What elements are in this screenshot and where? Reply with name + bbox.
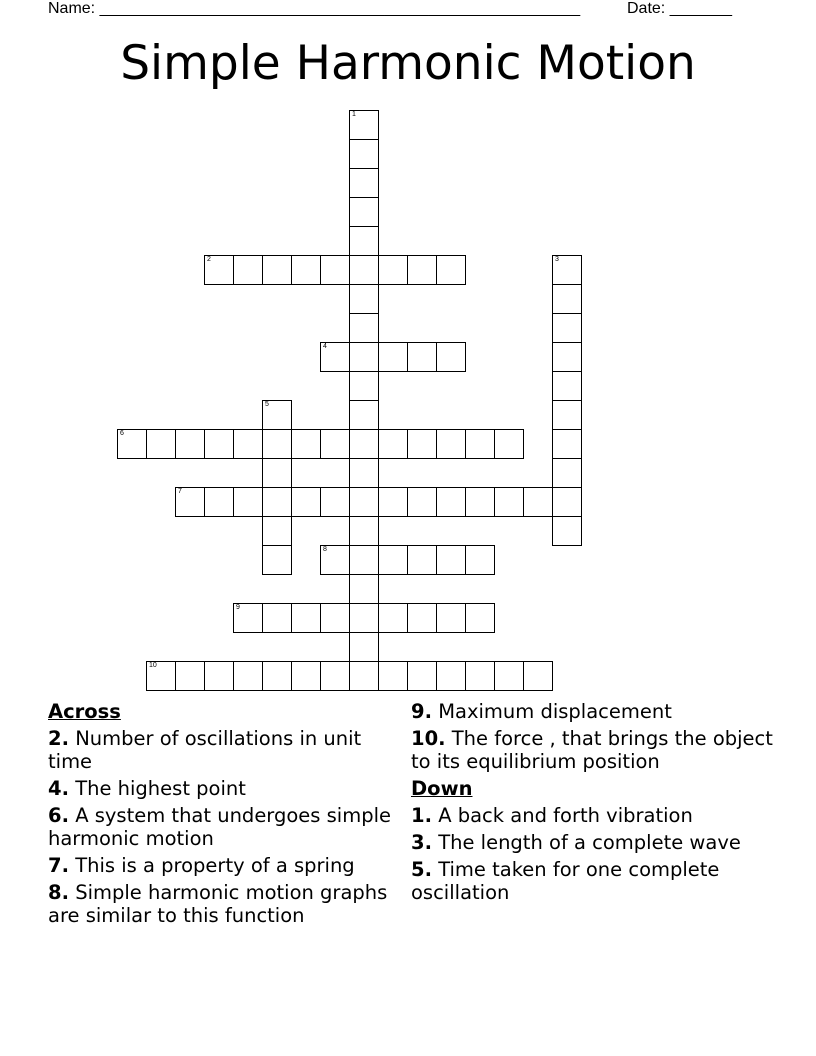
clue-down-3	[411, 831, 781, 854]
clue-number: 4.	[48, 777, 69, 800]
clue-down-5	[411, 858, 781, 904]
grid-cell[interactable]	[465, 429, 495, 459]
grid-cell[interactable]	[146, 661, 176, 691]
clue-text: Maximum displacement	[438, 700, 672, 723]
clue-text: Simple harmonic motion graphs are similar to this function	[48, 881, 388, 927]
grid-cell[interactable]	[320, 342, 350, 372]
name-field[interactable]: Name: ______________________________________________________	[48, 0, 581, 17]
grid-cell[interactable]	[320, 603, 350, 633]
grid-cell[interactable]	[349, 284, 379, 314]
grid-cell[interactable]	[349, 603, 379, 633]
clue-across-6	[48, 804, 408, 850]
grid-cell[interactable]	[320, 255, 350, 285]
grid-cell[interactable]	[146, 429, 176, 459]
cell-number: 5	[265, 401, 269, 408]
grid-cell[interactable]	[552, 400, 582, 430]
grid-cell[interactable]	[349, 516, 379, 546]
grid-cell[interactable]	[436, 661, 466, 691]
grid-cell[interactable]	[262, 400, 292, 430]
clue-number: 9.	[411, 700, 432, 723]
cell-number: 6	[120, 430, 124, 437]
clue-across-10	[411, 727, 781, 773]
grid-cell[interactable]	[465, 487, 495, 517]
grid-cell[interactable]	[233, 603, 263, 633]
grid-cell[interactable]	[233, 487, 263, 517]
clue-text: Number of oscillations in unit time	[48, 727, 362, 773]
clue-number: 3.	[411, 831, 432, 854]
grid-cell[interactable]	[552, 458, 582, 488]
grid-cell[interactable]	[465, 603, 495, 633]
clue-text: This is a property of a spring	[75, 854, 355, 877]
grid-cell[interactable]	[349, 197, 379, 227]
grid-cell[interactable]	[175, 487, 205, 517]
grid-cell[interactable]	[349, 168, 379, 198]
grid-cell[interactable]	[291, 429, 321, 459]
grid-cell[interactable]	[262, 516, 292, 546]
grid-cell[interactable]	[378, 603, 408, 633]
clue-text: A system that undergoes simple harmonic motion	[48, 804, 392, 850]
grid-cell[interactable]	[233, 429, 263, 459]
grid-cell[interactable]	[349, 458, 379, 488]
clue-text: The length of a complete wave	[438, 831, 741, 854]
grid-cell[interactable]	[407, 545, 437, 575]
grid-cell[interactable]	[175, 429, 205, 459]
grid-cell[interactable]	[465, 661, 495, 691]
grid-cell[interactable]	[349, 342, 379, 372]
grid-cell[interactable]	[494, 661, 524, 691]
grid-cell[interactable]	[262, 255, 292, 285]
grid-cell[interactable]	[291, 661, 321, 691]
grid-cell[interactable]	[407, 661, 437, 691]
grid-cell[interactable]	[262, 458, 292, 488]
grid-cell[interactable]	[320, 545, 350, 575]
grid-cell[interactable]	[349, 313, 379, 343]
clue-number: 8.	[48, 881, 69, 904]
grid-cell[interactable]	[552, 284, 582, 314]
grid-cell[interactable]	[349, 139, 379, 169]
grid-cell[interactable]	[262, 603, 292, 633]
clue-across-7	[48, 854, 408, 877]
grid-cell[interactable]	[436, 603, 466, 633]
grid-cell[interactable]	[494, 487, 524, 517]
cell-number: 10	[149, 662, 157, 669]
clue-text: A back and forth vibration	[438, 804, 693, 827]
clue-text: Time taken for one complete oscillation	[411, 858, 720, 904]
grid-cell[interactable]	[407, 342, 437, 372]
clue-number: 10.	[411, 727, 446, 750]
grid-cell[interactable]	[552, 255, 582, 285]
clues-column-right	[411, 700, 781, 908]
grid-cell[interactable]	[349, 255, 379, 285]
grid-cell[interactable]	[117, 429, 147, 459]
grid-cell[interactable]	[523, 661, 553, 691]
clue-number: 6.	[48, 804, 69, 827]
clue-across-8	[48, 881, 408, 927]
grid-cell[interactable]	[262, 429, 292, 459]
grid-cell[interactable]	[436, 429, 466, 459]
grid-cell[interactable]	[378, 545, 408, 575]
grid-cell[interactable]	[204, 429, 234, 459]
clue-down-1	[411, 804, 781, 827]
cell-number: 7	[178, 488, 182, 495]
grid-cell[interactable]	[349, 110, 379, 140]
grid-cell[interactable]	[262, 545, 292, 575]
grid-cell[interactable]	[204, 487, 234, 517]
grid-cell[interactable]	[465, 545, 495, 575]
grid-cell[interactable]	[552, 429, 582, 459]
grid-cell[interactable]	[233, 255, 263, 285]
grid-cell[interactable]	[436, 487, 466, 517]
grid-cell[interactable]	[262, 661, 292, 691]
grid-cell[interactable]	[407, 255, 437, 285]
page-title: Simple Harmonic Motion	[120, 36, 696, 91]
grid-cell[interactable]	[552, 342, 582, 372]
date-field[interactable]: Date: _______	[627, 0, 732, 17]
grid-cell[interactable]	[349, 661, 379, 691]
grid-cell[interactable]	[349, 487, 379, 517]
clue-number: 7.	[48, 854, 69, 877]
clue-across-9	[411, 700, 781, 723]
across-heading: Across	[48, 700, 121, 723]
grid-cell[interactable]	[407, 487, 437, 517]
grid-cell[interactable]	[378, 487, 408, 517]
grid-cell[interactable]	[552, 487, 582, 517]
clue-number: 1.	[411, 804, 432, 827]
grid-cell[interactable]	[320, 487, 350, 517]
grid-cell[interactable]	[233, 661, 263, 691]
grid-cell[interactable]	[378, 342, 408, 372]
grid-cell[interactable]	[552, 516, 582, 546]
grid-cell[interactable]	[378, 661, 408, 691]
clue-text: The highest point	[75, 777, 246, 800]
grid-cell[interactable]	[204, 661, 234, 691]
clue-number: 2.	[48, 727, 69, 750]
grid-cell[interactable]	[349, 632, 379, 662]
grid-cell[interactable]	[320, 661, 350, 691]
grid-cell[interactable]	[349, 574, 379, 604]
grid-cell[interactable]	[175, 661, 205, 691]
grid-cell[interactable]	[204, 255, 234, 285]
grid-cell[interactable]	[494, 429, 524, 459]
down-heading: Down	[411, 777, 473, 800]
grid-cell[interactable]	[349, 545, 379, 575]
clues-column-left	[48, 700, 408, 931]
grid-cell[interactable]	[378, 255, 408, 285]
cell-number: 2	[207, 256, 211, 263]
grid-cell[interactable]	[291, 255, 321, 285]
grid-cell[interactable]	[349, 400, 379, 430]
grid-cell[interactable]	[291, 487, 321, 517]
grid-cell[interactable]	[291, 603, 321, 633]
cell-number: 4	[323, 343, 327, 350]
clue-number: 5.	[411, 858, 432, 881]
cell-number: 8	[323, 546, 327, 553]
grid-cell[interactable]	[407, 603, 437, 633]
grid-cell[interactable]	[349, 371, 379, 401]
cell-number: 1	[352, 111, 356, 118]
grid-cell[interactable]	[552, 313, 582, 343]
cell-number: 3	[555, 256, 559, 263]
grid-cell[interactable]	[378, 429, 408, 459]
grid-cell[interactable]	[349, 226, 379, 256]
grid-cell[interactable]	[436, 342, 466, 372]
cell-number: 9	[236, 604, 240, 611]
clue-across-4	[48, 777, 408, 800]
grid-cell[interactable]	[262, 487, 292, 517]
clue-across-2	[48, 727, 408, 773]
grid-cell[interactable]	[552, 371, 582, 401]
grid-cell[interactable]	[436, 255, 466, 285]
grid-cell[interactable]	[523, 487, 553, 517]
grid-cell[interactable]	[436, 545, 466, 575]
grid-cell[interactable]	[349, 429, 379, 459]
clue-text: The force , that brings the object to its equilibrium position	[411, 727, 773, 773]
grid-cell[interactable]	[320, 429, 350, 459]
grid-cell[interactable]	[407, 429, 437, 459]
